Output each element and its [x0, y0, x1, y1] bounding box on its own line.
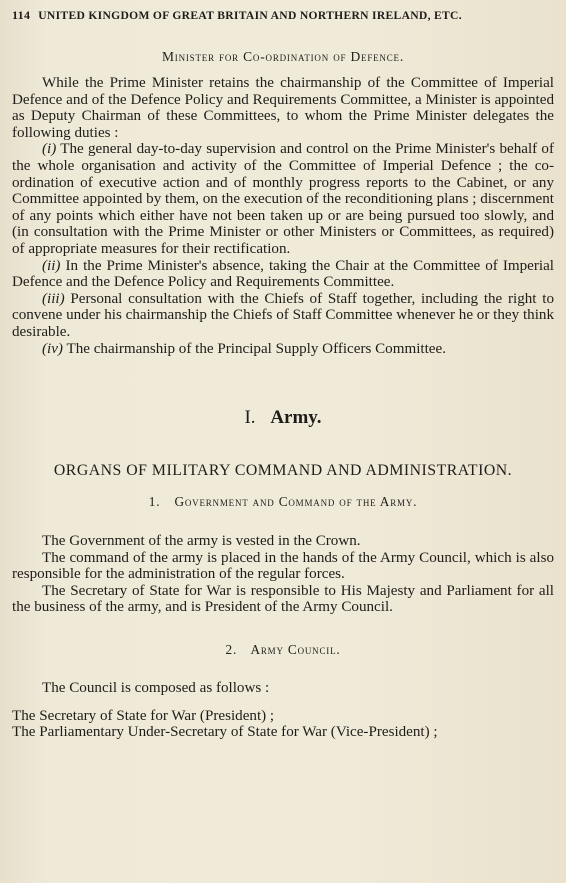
duty-text: Personal consultation with the Chiefs of Staff together, including the right to convene under his chairmanship the Chiefs of Staff Committee whenever he or they think desirable. [12, 290, 554, 340]
part-number: I. [244, 407, 256, 429]
section-2-title: Army Council. [250, 642, 341, 658]
council-member: The Parliamentary Under-Secretary of State for War (Vice-President) ; [12, 724, 438, 741]
running-head-title: UNITED KINGDOM OF GREAT BRITAIN AND NORTHERN IRELAND, ETC. [38, 9, 462, 22]
section-1-paragraph: The Secretary of State for War is responsible to His Majesty and Parliament for all the business of the army, and is President of the Army Council. [12, 582, 554, 616]
duty-item [12, 141, 554, 257]
duty-item [12, 291, 554, 341]
council-member: The Secretary of State for War (President) ; [12, 707, 275, 724]
part-name: Army. [270, 407, 322, 429]
section-2-intro: The Council is composed as follows : [42, 680, 270, 697]
duty-number: (iii) [42, 290, 65, 307]
duty-text: In the Prime Minister's absence, taking the Chair at the Committee of Imperial Defence and the Defence Policy and Requirements Committee. [12, 257, 554, 291]
council-member-list [12, 708, 554, 741]
section-1-number: 1. [148, 494, 161, 510]
minister-intro-paragraph: While the Prime Minister retains the chairmanship of the Committee of Imperial Defence and of the Defence Policy and Requirements Committee, a Minister is appointed as Deputy Chairman of these Committees, to whom the Prime Minister delegates the following duties : [12, 75, 554, 141]
page-number: 114 [12, 8, 31, 22]
duty-text: The chairmanship of the Principal Supply Officers Committee. [66, 340, 446, 357]
duty-text: The general day-to-day supervision and control on the Prime Minister's behalf of the whole organisation and activity of the Committee of Imperial Defence ; the co-ordination of executive action and of monthly progress reports to the Cabinet, or any Committee appointed by them, on the execution of the reconditioning plans ; discernment of any points which either have not been taken up or are being pursued too slowly, and (in consultation with the Prime Minister or other Ministers or Committees, as required) of appropriate measures for their rectification. [12, 141, 554, 257]
section-1-paragraph: The command of the army is placed in the hands of the Army Council, which is also responsible for the administration of the regular forces. [12, 549, 554, 583]
section-2-heading [12, 642, 554, 658]
part-title [12, 407, 554, 429]
minister-section-title: Minister for Co-ordination of Defence. [161, 49, 405, 64]
organs-heading: ORGANS OF MILITARY COMMAND AND ADMINISTRATION. [53, 462, 513, 480]
duty-number: (iv) [42, 340, 63, 357]
duty-number: (i) [42, 141, 57, 158]
duty-item [12, 341, 554, 358]
section-1-paragraph: The Government of the army is vested in the Crown. [42, 533, 361, 550]
section-1-heading [12, 494, 554, 510]
running-head [12, 8, 554, 23]
duty-number: (ii) [42, 257, 61, 274]
section-2-number: 2. [225, 642, 238, 658]
section-1-title: Government and Command of the Army. [174, 494, 418, 510]
duty-item [12, 258, 554, 291]
